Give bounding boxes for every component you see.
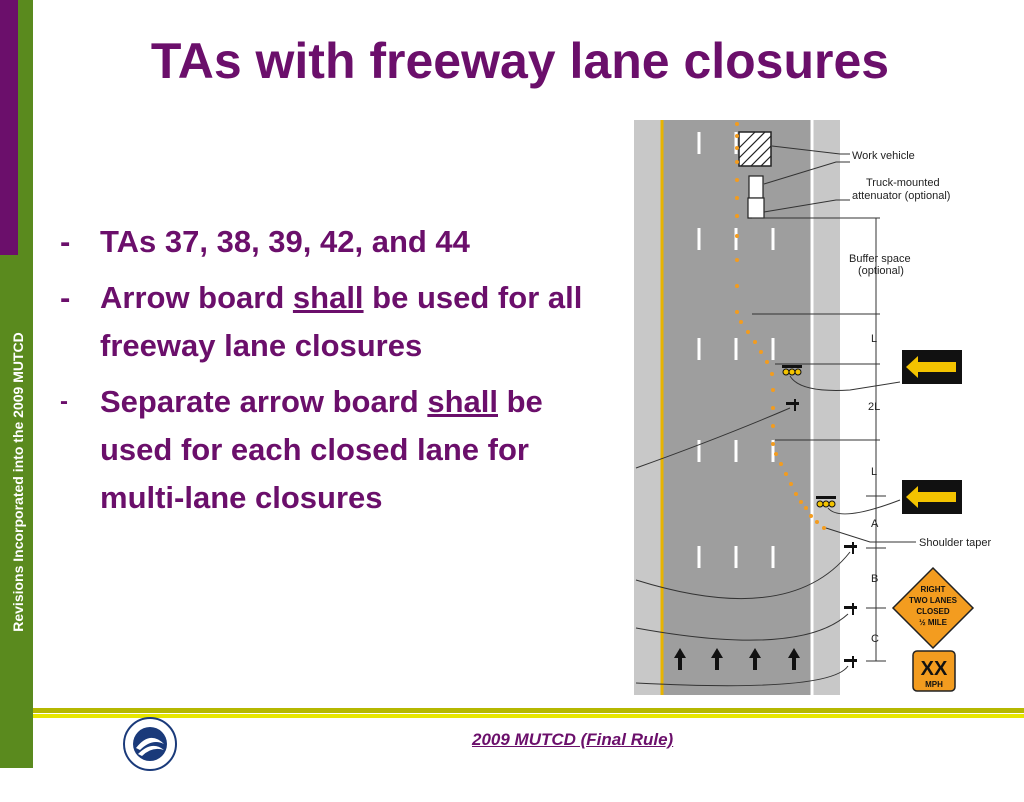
dim-label-L1: L	[871, 333, 878, 345]
bullet-text-post: be used for all freeway lane closures	[100, 280, 583, 363]
bullet-emphasis: shall	[292, 280, 364, 315]
dim-label-C: C	[871, 633, 879, 645]
label-work-vehicle: Work vehicle	[852, 150, 915, 162]
dim-label-L2: L	[871, 466, 878, 478]
sign-line-4: ½ MILE	[918, 618, 948, 627]
label-buffer-1: Buffer space	[849, 253, 911, 265]
bullet-dash: -	[60, 280, 71, 315]
lane-closure-diagram	[600, 118, 1024, 698]
sign-line-2: TWO LANES	[909, 596, 957, 605]
footer-rule	[33, 708, 1024, 713]
speed-unit: MPH	[925, 680, 943, 689]
bullet-text-pre: Arrow board	[100, 280, 293, 315]
bullet-dash: -	[60, 388, 68, 415]
advisory-speed-sign	[913, 651, 955, 691]
dim-label-A: A	[871, 518, 879, 530]
sign-line-1: RIGHT	[920, 585, 946, 594]
road-arrow-board-1	[782, 365, 802, 375]
slide-title: TAs with freeway lane closures	[150, 33, 890, 89]
label-attenuator-2: attenuator (optional)	[852, 190, 951, 202]
bullet-text-pre: Separate arrow board	[100, 384, 428, 419]
footer-rule	[33, 714, 1024, 718]
dim-label-B: B	[871, 573, 879, 585]
roadway-lanes	[662, 120, 812, 695]
arrow-board-icon	[902, 350, 962, 384]
label-buffer-2: (optional)	[858, 265, 904, 277]
arrow-board-icon	[902, 480, 962, 514]
dot-seal-logo	[122, 716, 178, 772]
bullet-text-post: be used for each closed lane for multi-lane closures	[100, 384, 543, 515]
diagram-labels	[849, 150, 991, 645]
label-shoulder-taper: Shoulder taper	[919, 537, 992, 549]
sidebar-text: Revisions Incorporated into the 2009 MUTCD	[10, 332, 26, 632]
speed-value: XX	[920, 658, 948, 680]
lanes-closed-warning-sign	[893, 568, 973, 648]
sign-line-3: CLOSED	[916, 607, 950, 616]
attenuator	[748, 198, 764, 218]
bullet-item	[58, 378, 598, 522]
bullet-emphasis: shall	[427, 384, 498, 419]
footer-text: 2009 MUTCD (Final Rule)	[472, 730, 674, 749]
bullet-dash: -	[60, 224, 71, 259]
label-attenuator-1: Truck-mounted	[866, 177, 940, 189]
bullet-item	[58, 218, 598, 266]
truck	[749, 176, 763, 198]
sidebar	[0, 0, 33, 768]
bullet-item	[58, 274, 598, 370]
bullet-list	[58, 218, 598, 530]
bullet-text: TAs 37, 38, 39, 42, and 44	[100, 224, 470, 259]
road-arrow-board-2	[816, 496, 836, 507]
dim-label-2L: 2L	[868, 401, 881, 413]
